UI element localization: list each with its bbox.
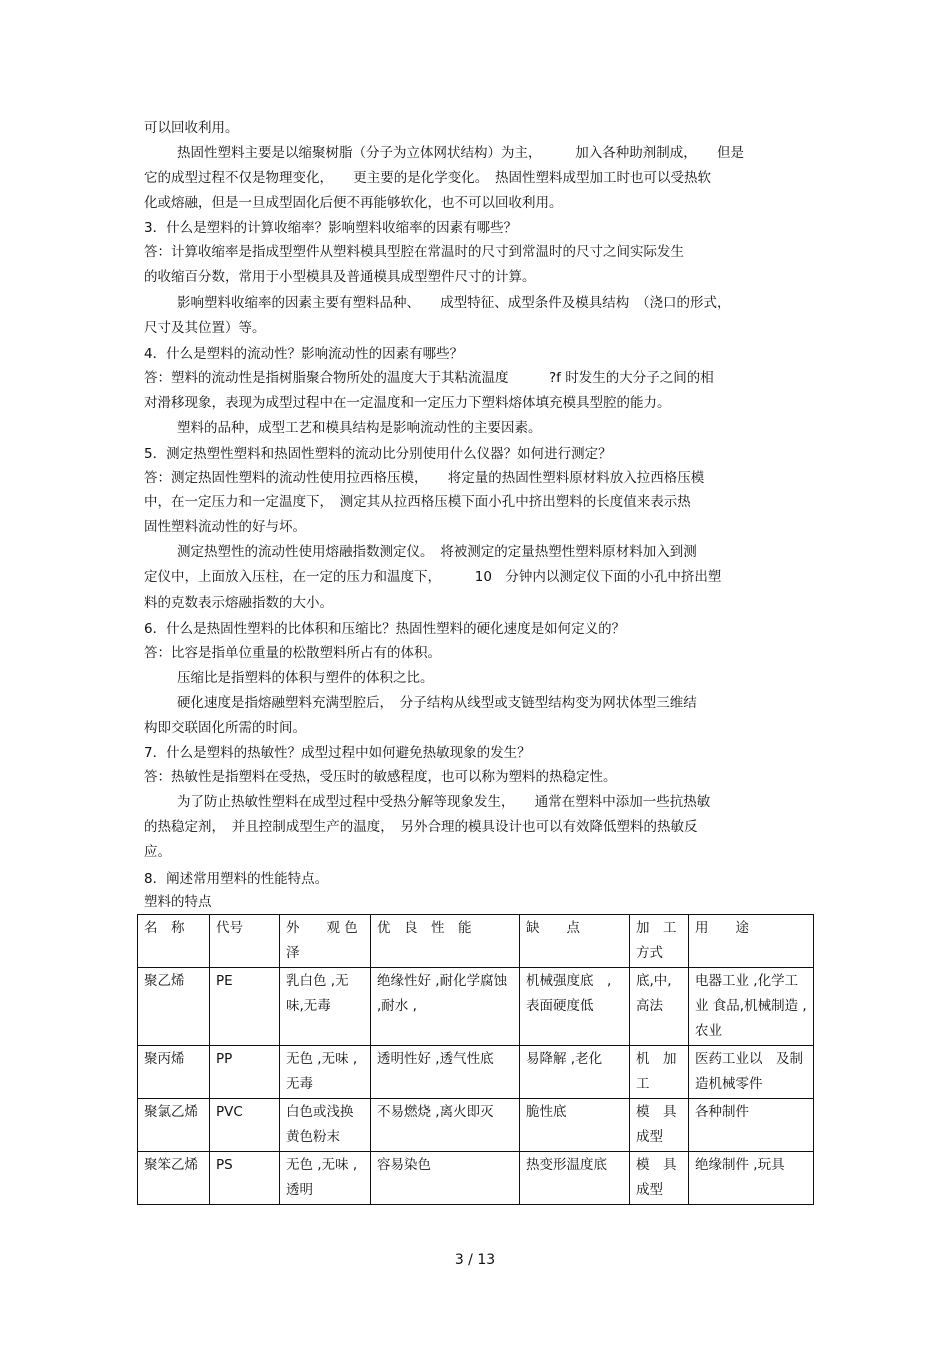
table-cell: 不易燃烧 ,离火即灭 [371,1099,520,1152]
text-line: 硬化速度是指熔融塑料充满型腔后， 分子结构从线型或支链型结构变为网状体型三维结 [177,695,697,711]
table-cell: 无色 ,无味 ,透明 [280,1152,371,1205]
table-cell: 模 具成型 [630,1099,689,1152]
text-line: 测定热塑性的流动性使用熔融指数测定仪。 将被测定的定量热塑性塑料原材料加入到测 [177,544,697,560]
question-8: 8．阐述常用塑料的性能特点。 [144,871,329,887]
table-row [138,968,814,1046]
table-cell: PP [210,1046,280,1099]
table-cell: 底,中,高法 [630,968,689,1046]
table-cell: 聚丙烯 [138,1046,210,1099]
table-cell: PS [210,1152,280,1205]
answer-line: 答：计算收缩率是指成型塑件从塑料模具型腔在常温时的尺寸到常温时的尺寸之间实际发生 [144,244,684,260]
answer-line: 答：测定热固性塑料的流动性使用拉西格压模， 将定量的热固性塑料原材料放入拉西格压模 [144,470,705,486]
answer-line: 答：塑料的流动性是指树脂聚合物所处的温度大于其粘流温度 ?f 时发生的大分子之间的相 [144,370,714,386]
table-cell: 聚氯乙烯 [138,1099,210,1152]
table-cell: 机 加工 [630,1046,689,1099]
header-cell: 名 称 [138,915,210,968]
text-line: 热固性塑料主要是以缩聚树脂（分子为立体网状结构）为主， 加入各种助剂制成， 但是 [177,145,744,161]
header-cell: 代号 [210,915,280,968]
answer-line: 答：热敏性是指塑料在受热，受压时的敏感程度，也可以称为塑料的热稳定性。 [144,769,617,785]
table-cell: 脆性底 [520,1099,630,1152]
table-cell: 各种制件 [689,1099,814,1152]
table-cell: 模 具成型 [630,1152,689,1205]
text-line: 固性塑料流动性的好与坏。 [144,519,306,535]
question-7: 7．什么是塑料的热敏性？成型过程中如何避免热敏现象的发生？ [144,745,531,761]
text-line: 的收缩百分数，常用于小型模具及普通模具成型塑件尺寸的计算。 [144,269,536,285]
table-cell: PE [210,968,280,1046]
table-cell: 机械强度底 ,表面硬度低 [520,968,630,1046]
table-header-row [138,915,814,968]
table-caption: 塑料的特点 [144,894,212,910]
table-cell: 电器工业 ,化学工业 食品,机械制造 ,农业 [689,968,814,1046]
table-cell: PVC [210,1099,280,1152]
plastics-properties-table [137,914,814,1205]
answer-line: 答：比容是指单位重量的松散塑料所占有的体积。 [144,645,441,661]
question-3: 3．什么是塑料的计算收缩率？影响塑料收缩率的因素有哪些？ [144,220,518,236]
text-line: 对滑移现象，表现为成型过程中在一定温度和一定压力下塑料熔体填充模具型腔的能力。 [144,395,671,411]
table-cell: 易降解 ,老化 [520,1046,630,1099]
table-row [138,1099,814,1152]
table-cell: 透明性好 ,透气性底 [371,1046,520,1099]
table-cell: 白色或浅换黄色粉末 [280,1099,371,1152]
header-cell: 优 良 性 能 [371,915,520,968]
text-line: 应。 [144,844,171,860]
text-line: 料的克数表示熔融指数的大小。 [144,595,333,611]
text-line: 构即交联固化所需的时间。 [144,720,306,736]
text-line: 压缩比是指塑料的体积与塑件的体积之比。 [177,670,434,686]
text-line: 影响塑料收缩率的因素主要有塑料品种、 成型特征、成型条件及模具结构 （浇口的形式， [177,295,731,311]
header-cell: 用 途 [689,915,814,968]
header-cell: 缺 点 [520,915,630,968]
question-5: 5．测定热塑性塑料和热固性塑料的流动比分别使用什么仪器？如何进行测定？ [144,446,612,462]
table-cell: 无色 ,无味 ,无毒 [280,1046,371,1099]
table-cell: 绝缘制件 ,玩具 [689,1152,814,1205]
text-line: 为了防止热敏性塑料在成型过程中受热分解等现象发生， 通常在塑料中添加一些抗热敏 [177,794,711,810]
question-6: 6．什么是热固性塑料的比体积和压缩比？热固性塑料的硬化速度是如何定义的？ [144,621,626,637]
header-cell: 加 工 方式 [630,915,689,968]
text-line: 可以回收利用。 [144,120,239,136]
text-line: 它的成型过程不仅是物理变化， 更主要的是化学变化。 热固性塑料成型加工时也可以受热软 [144,170,711,186]
text-line: 中，在一定压力和一定温度下， 测定其从拉西格压模下面小孔中挤出塑料的长度值来表示热 [144,494,691,510]
text-line: 化或熔融，但是一旦成型固化后便不再能够软化，也不可以回收利用。 [144,195,563,211]
table-cell: 聚乙烯 [138,968,210,1046]
table-cell: 热变形温度底 [520,1152,630,1205]
text-line: 定仪中，上面放入压柱，在一定的压力和温度下， 10 分钟内以测定仪下面的小孔中挤出塑 [144,569,722,585]
table-cell: 医药工业以 及制造机械零件 [689,1046,814,1099]
table-cell: 容易染色 [371,1152,520,1205]
text-line: 塑料的品种，成型工艺和模具结构是影响流动性的主要因素。 [177,420,542,436]
text-line: 的热稳定剂， 并且控制成型生产的温度， 另外合理的模具设计也可以有效降低塑料的热敏反 [144,819,698,835]
question-4: 4．什么是塑料的流动性？影响流动性的因素有哪些？ [144,346,464,362]
table-row [138,1046,814,1099]
header-cell: 外 观 色 泽 [280,915,371,968]
page-number: 3 / 13 [454,1252,496,1268]
table-cell: 聚笨乙烯 [138,1152,210,1205]
table-row [138,1152,814,1205]
text-line: 尺寸及其位置）等。 [144,320,266,336]
table-cell: 乳白色 ,无味,无毒 [280,968,371,1046]
table-cell: 绝缘性好 ,耐化学腐蚀 ,耐水 , [371,968,520,1046]
